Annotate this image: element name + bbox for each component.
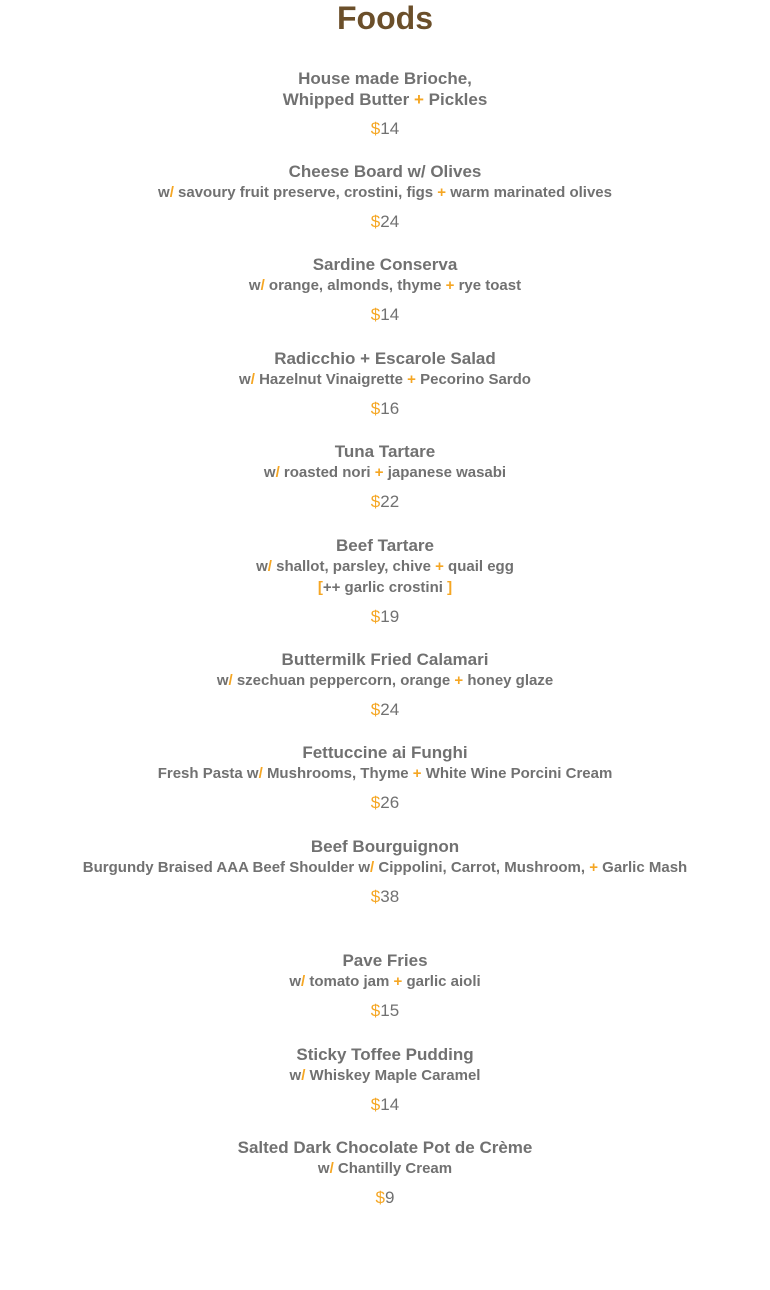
item-description: w/ roasted nori + japanese wasabi [263,464,507,481]
item-price: $15 [370,1001,400,1020]
menu-item-brioche [60,68,710,139]
item-name: Sardine Conserva [312,255,458,274]
menu-item-cheese-board [60,161,710,232]
item-description: Fresh Pasta w/ Mushrooms, Thyme + White Wine Porcini Cream [157,765,613,782]
menu-item-pave-fries [60,950,710,1021]
menu-item-tuna-tartare [60,441,710,512]
item-name: Buttermilk Fried Calamari [281,650,489,669]
page-title: Foods [337,0,433,36]
item-name: Pave Fries [342,951,428,970]
item-description: w/ Whiskey Maple Caramel [289,1067,481,1084]
item-description: w/ shallot, parsley, chive + quail egg [256,558,514,575]
item-price: $24 [370,212,400,231]
menu-item-sticky-toffee-pudding [60,1044,710,1115]
item-name: Sticky Toffee Pudding [296,1045,474,1064]
menu-item-radicchio-salad [60,348,710,419]
item-name: Cheese Board w/ Olives [288,162,482,181]
item-description: w/ savoury fruit preserve, crostini, figs + warm marinated olives [158,184,612,201]
item-price: $14 [370,119,400,138]
item-description: w/ Hazelnut Vinaigrette + Pecorino Sardo [239,371,531,388]
item-name: House made Brioche, Whipped Butter + Pickles [282,69,488,109]
menu-item-chocolate-pot-de-creme [60,1137,710,1208]
item-price: $16 [370,399,400,418]
item-description: w/ tomato jam + garlic aioli [289,973,481,990]
item-price: $14 [370,1095,400,1114]
item-name: Salted Dark Chocolate Pot de Crème [237,1138,533,1157]
menu-item-sardine-conserva [60,254,710,325]
item-price: $19 [370,607,400,626]
item-name: Radicchio + Escarole Salad [274,349,496,368]
item-description: Burgundy Braised AAA Beef Shoulder w/ Cippolini, Carrot, Mushroom, + Garlic Mash [82,859,688,876]
menu-item-beef-tartare [60,535,710,627]
menu-item-fried-calamari [60,649,710,720]
item-price: $38 [370,887,400,906]
item-name: Tuna Tartare [334,442,436,461]
menu-item-beef-bourguignon [60,836,710,907]
menu-item-fettuccine [60,742,710,813]
item-description: w/ Chantilly Cream [317,1160,453,1177]
item-name: Beef Bourguignon [310,837,460,856]
item-price: $14 [370,305,400,324]
item-name: Fettuccine ai Funghi [302,743,468,762]
item-description: w/ szechuan peppercorn, orange + honey glaze [216,672,554,689]
item-price: $26 [370,793,400,812]
item-addon: [++ garlic crostini ] [317,579,453,596]
item-price: $24 [370,700,400,719]
item-price: $22 [370,492,400,511]
item-price: $9 [375,1188,395,1207]
item-name: Beef Tartare [336,536,434,555]
item-description: w/ orange, almonds, thyme + rye toast [248,277,522,294]
